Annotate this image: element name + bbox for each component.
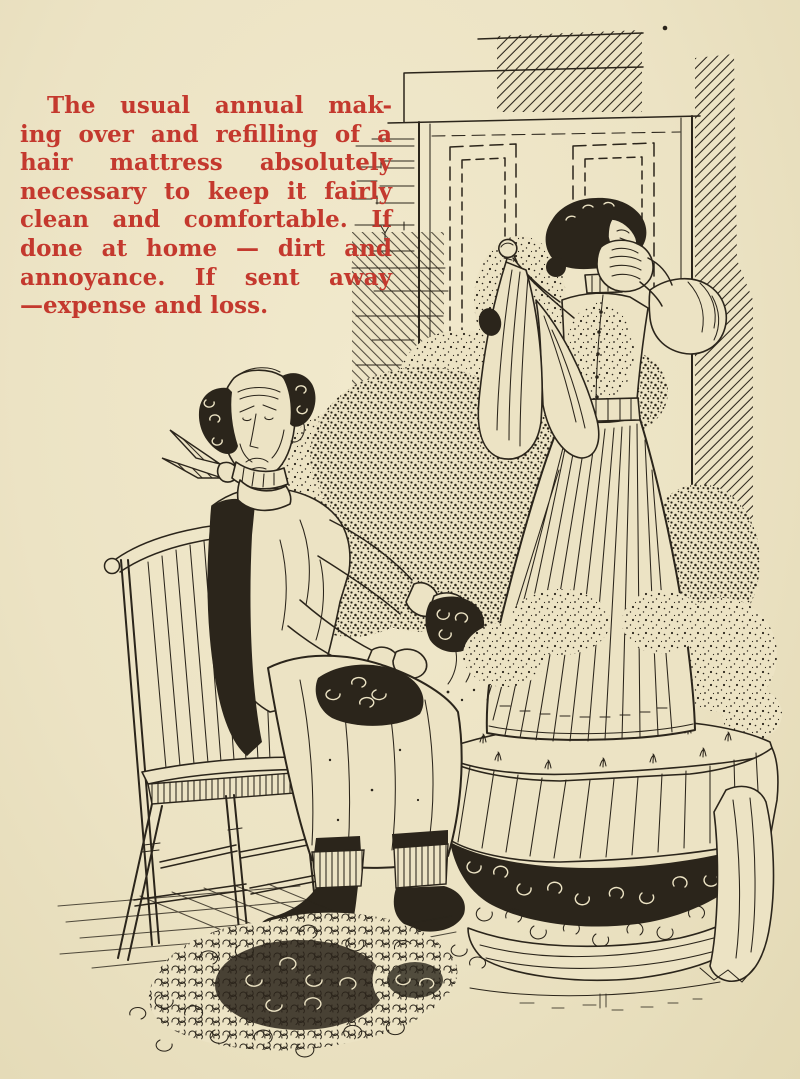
caption-line: clean and comfortable. If: [20, 206, 392, 234]
mattress-ground-line: [470, 982, 720, 996]
caption-line: necessary to keep it fairly: [20, 177, 392, 205]
wall-shading-above-door: [497, 30, 642, 112]
gripping-fist: [499, 239, 517, 257]
ink-fleck: [663, 26, 668, 31]
caption-text-block: [20, 92, 392, 321]
striped-sock-left: [312, 850, 364, 888]
hair-bun: [546, 257, 566, 277]
mattress: [445, 720, 778, 996]
caption-line: The usual annual mak-: [47, 92, 392, 119]
mattress-corner-drape: [710, 786, 773, 981]
caption-line: annoyance. If sent away: [20, 263, 392, 291]
caption-line: done at home — dirt and: [20, 234, 392, 262]
heap-dark-core: [215, 940, 385, 1030]
caption-line: ing over and refilling of a: [20, 120, 392, 148]
caption-line: —expense and loss.: [20, 292, 269, 320]
striped-sock-right: [394, 844, 448, 888]
caption-line: hair mattress absolutely: [20, 149, 392, 177]
hair-heap-ground: [130, 913, 486, 1057]
